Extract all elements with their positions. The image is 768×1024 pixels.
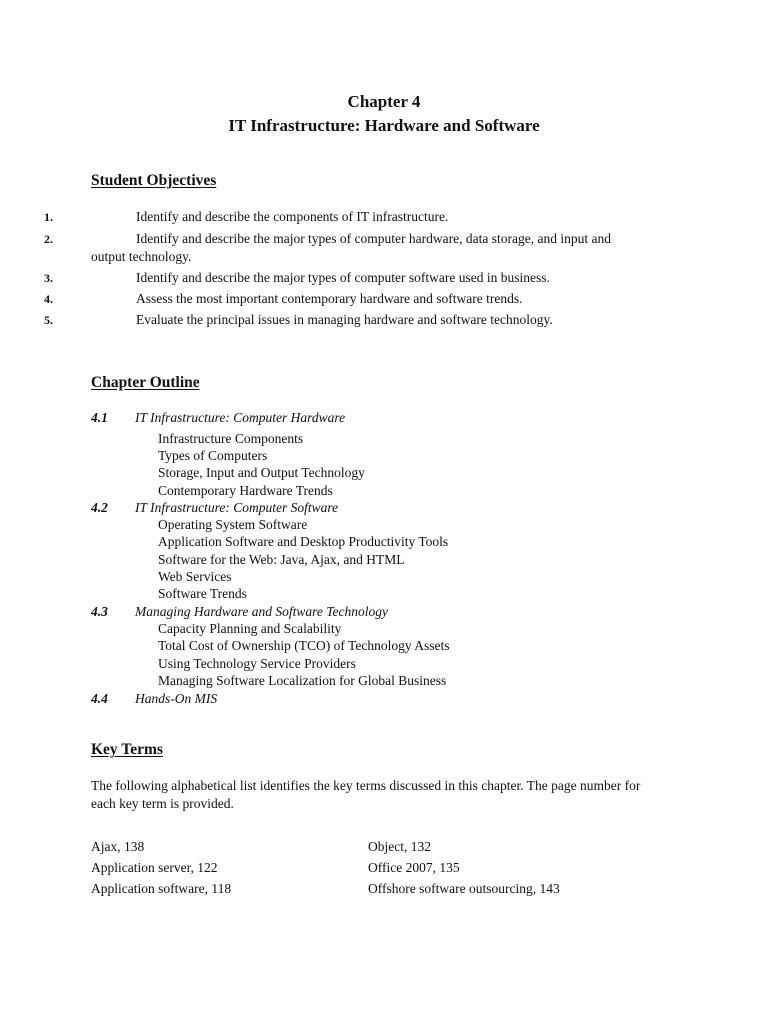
outline-section-number: 4.1 — [91, 410, 108, 425]
outline-subitem — [0, 447, 768, 465]
objective-text: Identify and describe the components of IT infrastructure. — [136, 209, 449, 224]
outline-section-number: 4.2 — [91, 500, 108, 515]
outline-subitem-text: Contemporary Hardware Trends — [158, 483, 333, 498]
outline-heading: Chapter Outline — [91, 374, 200, 391]
outline-section-title: IT Infrastructure: Computer Software — [135, 500, 339, 515]
outline-section-number: 4.4 — [91, 691, 108, 706]
outline-subitem — [0, 637, 768, 655]
outline-subitem-text: Using Technology Service Providers — [158, 656, 356, 671]
outline-subitem — [0, 516, 768, 534]
objectives-heading: Student Objectives — [91, 172, 217, 189]
key-term: Offshore software outsourcing, 143 — [368, 881, 560, 896]
outline-section — [0, 409, 768, 427]
outline-section — [0, 603, 768, 621]
outline-subitem — [0, 533, 768, 551]
objective-number: 4. — [44, 292, 53, 306]
outline-section-title: IT Infrastructure: Computer Hardware — [135, 410, 346, 425]
key-term: Office 2007, 135 — [368, 860, 460, 875]
outline-subitem — [0, 464, 768, 482]
objective-text: Identify and describe the major types of computer software used in business. — [136, 270, 550, 285]
outline-section-title: Hands-On MIS — [135, 691, 218, 706]
outline-subitem — [0, 482, 768, 500]
outline-subitem-text: Software for the Web: Java, Ajax, and HTML — [158, 552, 405, 567]
key-term: Application server, 122 — [91, 860, 218, 875]
outline-section-title: Managing Hardware and Software Technology — [135, 604, 388, 619]
outline-subitem-text: Web Services — [158, 569, 232, 584]
outline-subitem-text: Application Software and Desktop Productivity Tools — [158, 534, 449, 549]
outline-subitem-text: Types of Computers — [158, 448, 268, 463]
outline-subitem — [0, 551, 768, 569]
objective-text: Identify and describe the major types of computer hardware, data storage, and input and — [136, 231, 611, 246]
chapter-title: IT Infrastructure: Hardware and Software — [228, 116, 540, 135]
outline-subitem-text: Software Trends — [158, 586, 247, 601]
key-term: Ajax, 138 — [91, 839, 145, 854]
outline-section-number: 4.3 — [91, 604, 108, 619]
outline-subitem — [0, 672, 768, 690]
outline-subitem-text: Infrastructure Components — [158, 431, 304, 446]
key-terms-heading: Key Terms — [91, 741, 163, 758]
objective-number: 3. — [44, 271, 53, 285]
outline-subitem — [0, 585, 768, 603]
outline-subitem-text: Operating System Software — [158, 517, 308, 532]
outline-subitem-text: Capacity Planning and Scalability — [158, 621, 342, 636]
key-terms-intro: The following alphabetical list identifies the key terms discussed in this chapter. The page number for each key term is provided. — [91, 778, 641, 811]
outline-subitem-text: Storage, Input and Output Technology — [158, 465, 365, 480]
outline-subitem-text: Total Cost of Ownership (TCO) of Technology Assets — [158, 638, 450, 653]
objective-text: Evaluate the principal issues in managing hardware and software technology. — [136, 312, 553, 327]
chapter-number: Chapter 4 — [347, 92, 421, 111]
key-term: Application software, 118 — [91, 881, 232, 896]
outline-subitem — [0, 430, 768, 448]
outline-subitem — [0, 620, 768, 638]
outline-subitem — [0, 655, 768, 673]
objective-text-continued: output technology. — [91, 249, 192, 264]
outline-section — [0, 499, 768, 517]
outline-section — [0, 690, 768, 708]
objective-number: 5. — [44, 313, 53, 327]
objective-number: 2. — [44, 232, 53, 246]
objective-text: Assess the most important contemporary hardware and software trends. — [136, 291, 523, 306]
key-term: Object, 132 — [368, 839, 431, 854]
outline-subitem — [0, 568, 768, 586]
outline-subitem-text: Managing Software Localization for Global Business — [158, 673, 447, 688]
objective-number: 1. — [44, 210, 53, 224]
